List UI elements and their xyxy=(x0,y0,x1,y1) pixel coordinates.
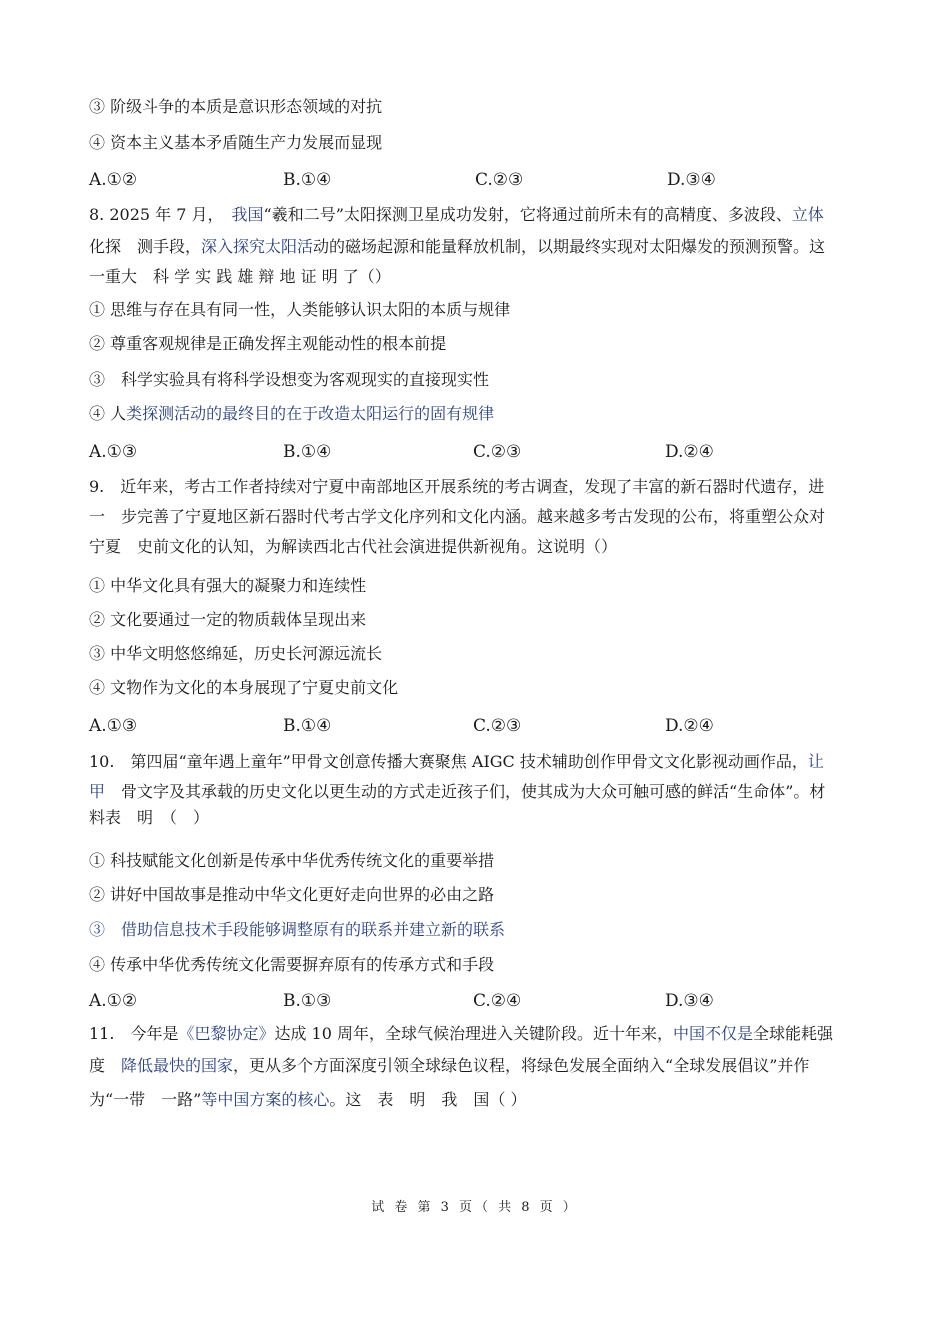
page-footer: 试 卷 第 3 页（ 共 8 页 ） xyxy=(371,1200,579,1215)
q11-stem-1a: 11. 今年是 xyxy=(89,1024,179,1043)
q11-stem-2b: 降低最快的国家 xyxy=(121,1056,234,1075)
q8-stem-1d: 立体 xyxy=(791,205,824,224)
q9-stem-line-1: 9. 近年来，考古工作者持续对宁夏中南部地区开展系统的考古调查，发现了丰富的新石器时代遗存，进 xyxy=(89,477,825,496)
q9-option-c: C.②③ xyxy=(473,716,522,736)
q8-statement-4b: 类探测活动的最终目的在于改造太阳运行的固有规律 xyxy=(126,404,495,423)
q8-stem-2c: 动的磁场起源和能量释放机制，以期最终实现对太阳爆发的预测预警。这 xyxy=(313,237,826,256)
q11-stem-1b: 《巴黎协定》 xyxy=(178,1024,275,1043)
q8-statement-2: ② 尊重客观规律是正确发挥主观能动性的根本前提 xyxy=(89,334,447,353)
q10-stem-line-2 xyxy=(89,782,825,802)
q7-options xyxy=(89,170,849,192)
q8-stem-line-3: 一重大 科 学 实 践 雄 辩 地 证 明 了（） xyxy=(89,267,391,286)
q9-stem-line-3: 宁夏 史前文化的认知，为解读西北古代社会演进提供新视角。这说明（） xyxy=(89,537,618,556)
q10-option-a: A.①② xyxy=(89,991,138,1011)
q10-statement-1: ① 科技赋能文化创新是传承中华优秀传统文化的重要举措 xyxy=(89,851,495,870)
q8-statement-3: ③ 科学实验具有将科学设想变为客观现实的直接现实性 xyxy=(89,370,490,389)
q8-stem-2a: 化探 测手段， xyxy=(89,237,202,256)
q11-stem-line-3 xyxy=(89,1090,526,1110)
q11-stem-2c: ，更从多个方面深度引领全球绿色议程，将绿色发展全面纳入“全球发展倡议”并作 xyxy=(233,1056,810,1075)
q8-stem-1c: “羲和二号”太阳探测卫星成功发射，它将通过前所未有的高精度、多波段、 xyxy=(263,205,792,224)
q11-stem-1c: 达成 10 周年，全球气候治理进入关键阶段。近十年来， xyxy=(274,1024,674,1043)
q11-stem-line-2 xyxy=(89,1056,809,1076)
q10-option-b: B.①③ xyxy=(283,991,332,1011)
q9-stem-line-2: 一 步完善了宁夏地区新石器时代考古学文化序列和文化内涵。越来越多考古发现的公布，将重塑公众对 xyxy=(89,507,826,526)
q11-stem-line-1 xyxy=(89,1024,833,1044)
q9-statement-2: ② 文化要通过一定的物质载体呈现出来 xyxy=(89,610,367,629)
q7-statement-3: ③ 阶级斗争的本质是意识形态领域的对抗 xyxy=(89,97,383,116)
q8-option-a: A.①③ xyxy=(89,442,138,462)
q8-stem-line-2 xyxy=(89,237,825,257)
q8-option-b: B.①④ xyxy=(283,442,332,462)
q9-options xyxy=(89,716,849,738)
q7-option-c: C.②③ xyxy=(475,170,524,190)
q8-stem-1a: 8. 2025 年 7 月， xyxy=(89,205,232,224)
q11-stem-1e: 全球能耗强 xyxy=(753,1024,834,1043)
q7-option-a: A.①② xyxy=(89,170,138,190)
q10-statement-2: ② 讲好中国故事是推动中华文化更好走向世界的必由之路 xyxy=(89,885,495,904)
q8-option-d: D.②④ xyxy=(665,442,714,462)
q9-statement-1: ① 中华文化具有强大的凝聚力和连续性 xyxy=(89,576,367,595)
q11-stem-3b: 等中国方案的核心 xyxy=(201,1090,330,1109)
q9-option-b: B.①④ xyxy=(283,716,332,736)
q10-options xyxy=(89,991,849,1013)
q10-option-d: D.③④ xyxy=(665,991,714,1011)
q11-stem-2a: 度 xyxy=(89,1056,122,1075)
q9-statement-3: ③ 中华文明悠悠绵延，历史长河源远流长 xyxy=(89,644,383,663)
q8-stem-1b: 我国 xyxy=(231,205,264,224)
q9-statement-4: ④ 文物作为文化的本身展现了宁夏史前文化 xyxy=(89,678,399,697)
q8-statement-1: ① 思维与存在具有同一性，人类能够认识太阳的本质与规律 xyxy=(89,300,511,319)
q8-option-c: C.②③ xyxy=(473,442,522,462)
q11-stem-3c: 。这 表 明 我 国（ ） xyxy=(329,1090,527,1109)
q10-stem-2b: 骨文字及其承载的历史文化以更生动的方式走近孩子们，使其成为大众可触可感的鲜活“生命体”。材 xyxy=(105,782,826,801)
q10-statement-4: ④ 传承中华优秀传统文化需要摒弃原有的传承方式和手段 xyxy=(89,955,495,974)
q7-statement-4: ④ 资本主义基本矛盾随生产力发展而显现 xyxy=(89,133,383,152)
q10-stem-line-1 xyxy=(89,752,824,772)
q10-stem-1a: 10. 第四届“童年遇上童年”甲骨文创意传播大赛聚焦 AIGC 技术辅助创作甲骨文文化影视动画作品， xyxy=(89,752,808,771)
q8-stem-2b: 深入探究太阳活 xyxy=(201,237,314,256)
q9-option-a: A.①③ xyxy=(89,716,138,736)
q10-option-c: C.②④ xyxy=(473,991,522,1011)
q8-statement-4 xyxy=(89,404,494,424)
q10-stem-2a: 甲 xyxy=(89,782,106,801)
q10-stem-1b: 让 xyxy=(807,752,824,771)
q8-stem-line-1 xyxy=(89,205,824,225)
q8-options xyxy=(89,442,849,464)
q7-option-b: B.①④ xyxy=(283,170,332,190)
q8-statement-4a: ④ 人 xyxy=(89,404,127,423)
q7-option-d: D.③④ xyxy=(667,170,716,190)
q9-option-d: D.②④ xyxy=(665,716,714,736)
q10-stem-line-3: 料表 明 （ ） xyxy=(89,808,210,827)
q11-stem-3a: 为“一带 一路” xyxy=(89,1090,202,1109)
q11-stem-1d: 中国不仅是 xyxy=(673,1024,754,1043)
q10-statement-3: ③ 借助信息技术手段能够调整原有的联系并建立新的联系 xyxy=(89,920,506,939)
